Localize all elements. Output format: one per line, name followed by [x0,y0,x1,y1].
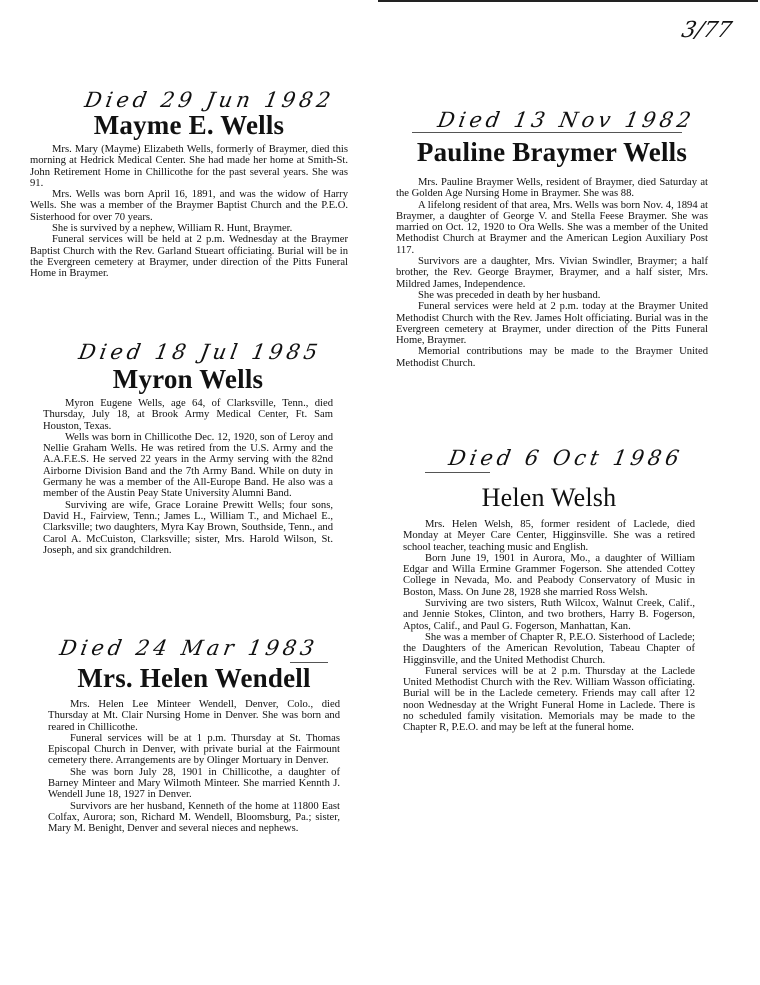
divider-line [412,132,682,133]
obituary-paragraph: Survivors are a daughter, Mrs. Vivian Swindler, Braymer; a half brother, the Rev. George Braymer, Braymer, and a half sister, Mrs. Mildred James, Independence. [396,256,708,290]
obituary-pauline-braymer-wells [396,108,708,369]
obituary-paragraph: Funeral services will be held at 2 p.m. Wednesday at the Braymer Baptist Church with the Rev. Garland Stueart officiating. Burial will be in the Evergreen cemetery at Braymer, under direction of the Pitts Funeral Home in Braymer. [30,234,348,280]
obituary-paragraph: Mrs. Pauline Braymer Wells, resident of Braymer, died Saturday at the Golden Age Nursing Home in Braymer. She was 88. [396,177,708,200]
obituary-body [403,519,695,734]
obituary-name: Mayme E. Wells [93,110,285,140]
obituary-paragraph: Mrs. Mary (Mayme) Elizabeth Wells, formerly of Braymer, died this morning at Hedrick Medical Center. She had made her home at Smith-St. John Retirement Home in Chillicothe for the past several years. She was 91. [30,144,348,189]
obituary-helen-welsh [403,446,695,734]
obituary-paragraph: Survivors are her husband, Kenneth of the home at 11800 East Colfax, Aurora; son, Richard M. Wendell, Bloomsburg, Pa.; sister, Mary M. Benight, Denver and several nieces and nephews. [48,800,340,835]
handwritten-death-date: Died 13 Nov 1982 [435,108,697,132]
scan-edge-line [378,0,758,2]
obituary-paragraph: Funeral services will be at 1 p.m. Thursday at St. Thomas Episcopal Church in Denver, with private burial at the Fairmount cemetery there. Arrangements are by Olinger Mortuary in Denver. [48,732,340,767]
handwritten-death-date: Died 18 Jul 1985 [76,340,324,364]
obituary-paragraph: She was born July 28, 1901 in Chillicothe, a daughter of Barney Minteer and Mary Wilmoth Minteer. She married Kennth J. Wendell June 18, 1927 in Denver. [48,766,340,801]
handwritten-death-date: Died 6 Oct 1986 [446,446,685,470]
obituary-paragraph: Born June 19, 1901 in Aurora, Mo., a daughter of William Edgar and Willa Ermine Grammer Fogerson. She attended Cottey College in Nevada, Mo. and Peabody Conservatory of Music in Boston, Mass. On June 28, 1928 she married Ross Welsh. [403,552,695,598]
obituary-paragraph: Wells was born in Chillicothe Dec. 12, 1920, son of Leroy and Nellie Graham Wells. He was retired from the U.S. Army and the A.A.F.E.S. He served 22 years in the Army serving with the 82nd Airborne Division Band and the 7th Army Band. While on duty in Germany he was a member of the All-Europe Band. He also was a member of the Austin Peay State University Alumni Band. [43,431,333,500]
obituary-name: Pauline Braymer Wells [416,137,688,167]
obituary-body [396,177,708,369]
obituary-paragraph: Surviving are two sisters, Ruth Wilcox, Walnut Creek, Calif., and Jennie Stokes, Clinton, and two brothers, Harry B. Fogerson, Aptos, Calif., and Paul G. Fogerson, Manhattan, Kan. [403,598,695,632]
obituary-paragraph: Memorial contributions may be made to the Braymer United Methodist Church. [396,346,708,369]
obituary-paragraph: She was preceded in death by her husband. [418,289,601,301]
obituary-mayme-wells [30,88,348,280]
obituary-body [30,144,348,280]
obituary-paragraph: Funeral services were held at 2 p.m. today at the Braymer United Methodist Church with the Rev. James Holt officiating. Burial was in the Evergreen cemetery at Braymer, under direction of the Pitts Funeral Home, Braymer. [396,301,708,347]
obituary-paragraph: Mrs. Helen Lee Minteer Wendell, Denver, Colo., died Thursday at Mt. Clair Nursing Home in Denver. She was born and reared in Chillicothe. [48,699,340,733]
handwritten-death-date: Died 24 Mar 1983 [57,636,320,660]
obituary-paragraph: A lifelong resident of that area, Mrs. Wells was born Nov. 4, 1894 at Braymer, a daughter of George V. and Stella Feese Braymer. She was married on Oct. 12, 1920 to Ora Wells. She was a member of the United Methodist Church at Braymer and the American Legion Auxiliary Post 117. [396,199,708,256]
obituary-body [43,398,333,556]
obituary-paragraph: Myron Eugene Wells, age 64, of Clarksville, Tenn., died Thursday, July 18, at Brook Army Medical Center, Ft. Sam Houston, Texas. [43,398,333,432]
obituary-paragraph: Surviving are wife, Grace Loraine Prewitt Wells; four sons, David H., Fairview, Tenn.; James L., William T., and Michael E., Clarksville; two daughters, Myra Kay Brown, Southside, Tenn., and Carol A. McCuiston, Clarksville; sister, Mrs. Harold Wilson, St. Joseph, and six grandchildren. [43,499,333,556]
obituary-paragraph: Mrs. Wells was born April 16, 1891, and was the widow of Harry Wells. She was a member of the Braymer Baptist Church and the P.E.O. Sisterhood for over 70 years. [30,189,348,223]
obituary-name: Mrs. Helen Wendell [77,663,311,693]
obituary-paragraph: Mrs. Helen Welsh, 85, former resident of Laclede, died Monday at Meyer Care Center, Higginsville. She was a retired school teacher, teaching music and English. [403,519,695,553]
handwritten-death-date: Died 29 Jun 1982 [82,88,337,112]
obituary-paragraph: Funeral services will be at 2 p.m. Thursday at the Laclede United Methodist Church with the Rev. William Wasson officiating. Burial will be in the Laclede cemetery. Friends may call after 12 noon Wednesday at the Wright Funeral Home in Laclede. There is no scheduled family visitation. Memorials may be made to the Chapter R, P.E.O. and may be left at the funeral home. [403,665,695,734]
obituary-paragraph: She is survived by a nephew, William R. Hunt, Braymer. [52,223,293,235]
handwritten-page-number: 3/77 [679,18,735,43]
obituary-name: Myron Wells [112,364,264,394]
divider-line [425,472,490,473]
obituary-body [48,699,340,835]
obituary-name: Helen Welsh [481,483,617,512]
obituary-helen-wendell [48,636,340,835]
obituary-paragraph: She was a member of Chapter R, P.E.O. Sisterhood of Laclede; the Daughters of the American Revolution, Tabeau Chapter of Higginsville, and the United Methodist Church. [403,631,695,666]
obituary-myron-wells [43,340,333,556]
